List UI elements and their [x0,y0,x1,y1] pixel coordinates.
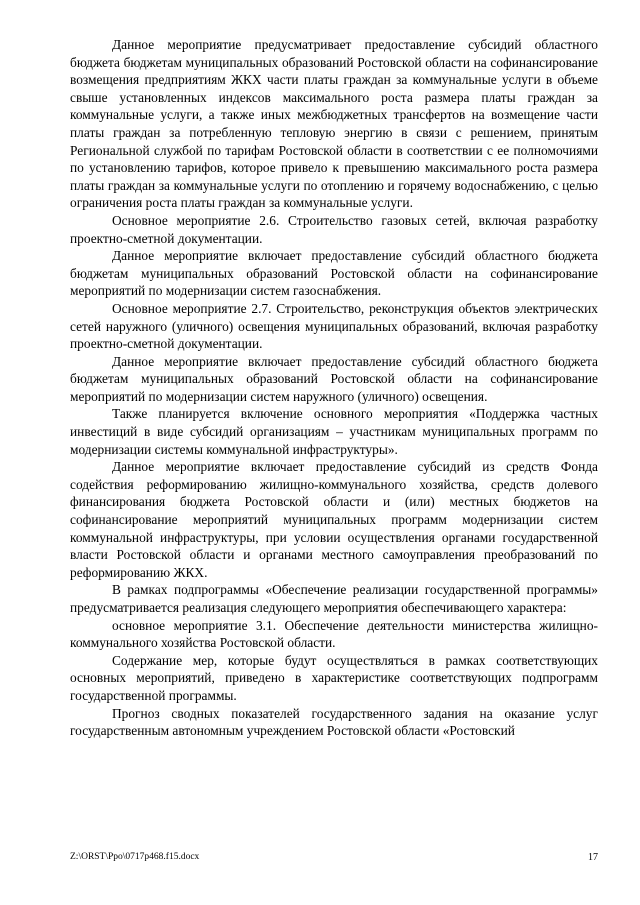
page-number: 17 [588,852,598,863]
paragraph-private-investment: Также планируется включение основного мероприятия «Поддержка частных инвестиций в виде субсидий организациям – участникам муниципальных программ по модернизации системы коммунальной инфраструктуры». [70,406,598,457]
paragraph-subprogram-support: В рамках подпрограммы «Обеспечение реализации государственной программы» предусматривается реализация следующего мероприятия обеспечивающего характера: [70,582,598,615]
paragraph-lighting-modernization: Данное мероприятие включает предоставление субсидий областного бюджета бюджетам муниципальных образований Ростовской области на софинансирование мероприятий по модернизации систем наружного (уличного) освещения. [70,353,598,404]
document-body [70,36,598,740]
paragraph-state-task-forecast: Прогноз сводных показателей государственного задания на оказание услуг государственным автономным учреждением Ростовской области «Ростовский [70,705,598,739]
footer-file-path: Z:\ORST\Ppo\0717p468.f15.docx [70,852,200,862]
paragraph-gas-modernization: Данное мероприятие включает предоставление субсидий областного бюджета бюджетам муниципальных образований Ростовской области на софинансирование мероприятий по модернизации систем газоснабжения. [70,248,598,299]
paragraph-measures-content: Содержание мер, которые будут осуществляться в рамках соответствующих основных мероприятий, приведено в характеристике соответствующих подпрограмм государственной программы. [70,652,598,703]
paragraph-subsidies-housing: Данное мероприятие предусматривает предоставление субсидий областного бюджета бюджетам муниципальных образований Ростовской области на софинансирование возмещения предприятиям ЖКХ части платы граждан за коммунальные услуги в объеме свыше установленных индексов максимального роста размера платы граждан за коммунальные услуги, а также иных межбюджетных трансфертов на возмещение части платы граждан за потребленную тепловую энергию в связи с решением, принятым Региональной службой по тарифам Ростовской области в соответствии с ее полномочиями по установлению тарифов, которое привело к превышению максимального роста размера платы граждан за коммунальные услуги по отоплению и горячему водоснабжению, с целью ограничения роста платы граждан за коммунальные услуги. [70,37,598,211]
paragraph-measure-2-6: Основное мероприятие 2.6. Строительство газовых сетей, включая разработку проектно-сметной документации. [70,212,598,246]
paragraph-fund-subsidies: Данное мероприятие включает предоставление субсидий из средств Фонда содействия реформированию жилищно-коммунального хозяйства, средств долевого финансирования бюджета Ростовской области и (или) местных бюджетов на софинансирование мероприятий муниципальных программ модернизации систем коммунальной инфраструктуры, при условии осуществления органами государственной власти Ростовской области и органами местного самоуправления преобразований по реформированию ЖКХ. [70,459,598,580]
paragraph-measure-3-1: основное мероприятие 3.1. Обеспечение деятельности министерства жилищно-коммунального хозяйства Ростовской области. [70,617,598,651]
paragraph-measure-2-7: Основное мероприятие 2.7. Строительство, реконструкция объектов электрических сетей наружного (уличного) освещения муниципальных образований, включая разработку проектно-сметной документации. [70,300,598,352]
